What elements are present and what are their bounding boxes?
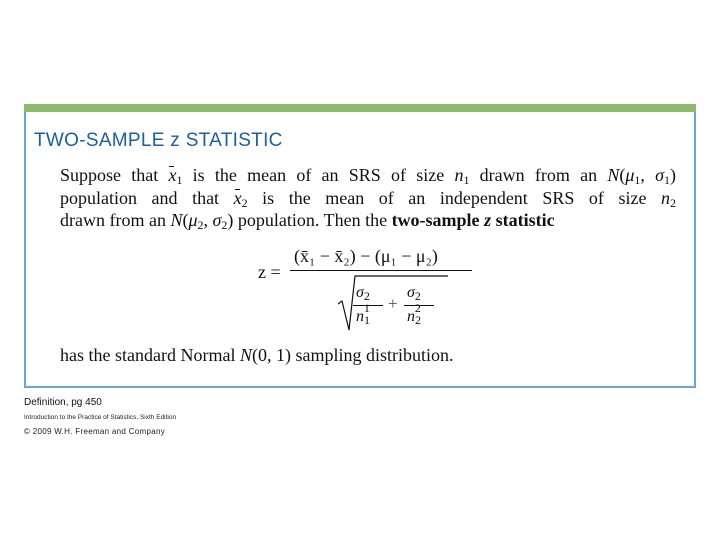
main-fraction-bar bbox=[290, 270, 472, 271]
box-top-bar bbox=[24, 104, 696, 112]
paragraph-line-3: drawn from an $N(\mu_2$, $\sigma_2$) population. Then the two-sample z statistic bbox=[60, 210, 555, 232]
n-1: $n_1$ bbox=[356, 308, 370, 327]
formula-numerator: (x̄₁ − x̄₂) − (μ₁ − μ₂) bbox=[294, 246, 438, 266]
paragraph-line-2: population and that $x_2$ is the mean of an independent SRS of size $n_2$ bbox=[60, 187, 676, 210]
sigma-2-squared: σ 2 2 bbox=[407, 284, 421, 315]
slide-caption: Definition, pg 450 bbox=[24, 397, 102, 408]
inner-fraction-bar-2 bbox=[404, 305, 434, 306]
definition-paragraph bbox=[60, 164, 676, 232]
closing-sentence: has the standard Normal N(0, 1) sampling distribution. bbox=[60, 345, 454, 365]
definition-heading: TWO-SAMPLE z STATISTIC bbox=[34, 130, 283, 151]
sigma-1-squared: σ 2 1 bbox=[356, 284, 370, 315]
plus-sign: + bbox=[388, 294, 398, 313]
n-2: $n_2$ bbox=[407, 308, 421, 327]
x-bar-2: x bbox=[233, 187, 242, 208]
formula-lhs: z = bbox=[258, 262, 281, 282]
x-bar-1: x bbox=[168, 165, 177, 185]
two-sample-z-formula bbox=[250, 244, 490, 334]
copyright-notice: © 2009 W.H. Freeman and Company bbox=[24, 427, 166, 436]
inner-fraction-bar-1 bbox=[353, 305, 383, 306]
source-citation: Introduction to the Practice of Statistics, Sixth Edition bbox=[24, 414, 177, 421]
paragraph-line-1: Suppose that $x_1$ is the mean of an SRS of size $n_1$ drawn from an $N(\mu_1$, $\sigma_1$) bbox=[60, 165, 677, 187]
